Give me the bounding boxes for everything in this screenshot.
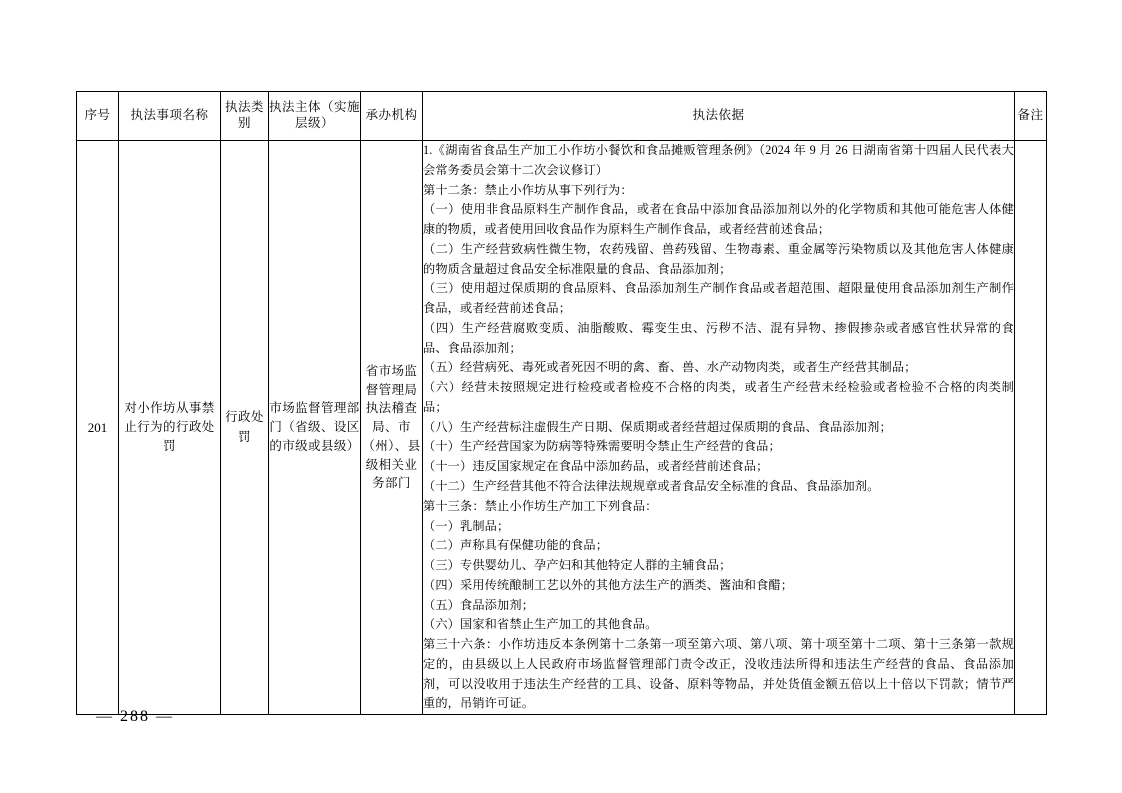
basis-line: （三）专供婴幼儿、孕产妇和其他特定人群的主辅食品； xyxy=(423,558,732,573)
basis-line: （六）国家和省禁止生产加工的其他食品。 xyxy=(423,617,658,632)
column-header-basis xyxy=(423,92,1015,141)
cell-note xyxy=(1015,141,1047,715)
column-header-organ xyxy=(361,92,423,141)
basis-line: （五）经营病死、毒死或者死因不明的禽、畜、兽、水产动物肉类，或者生产经营其制品； xyxy=(423,360,917,375)
basis-line: （四）采用传统酿制工艺以外的其他方法生产的酒类、酱油和食醋； xyxy=(423,577,794,592)
cell-category: 行政处罚 xyxy=(221,141,269,715)
column-header-subject xyxy=(269,92,361,141)
basis-line: （十一）违反国家规定在食品中添加药品，或者经营前述食品； xyxy=(423,459,769,474)
table-header-row xyxy=(77,92,1047,141)
table-body xyxy=(77,141,1047,715)
page-number: — 288 — xyxy=(96,708,174,725)
basis-line: （二）生产经营致病性微生物，农药残留、兽药残留、生物毒素、重金属等污染物质以及其他危害人体健康的物质含量超过食品安全标准限量的食品、食品添加剂； xyxy=(423,241,1014,276)
basis-text-block xyxy=(423,141,1014,714)
column-header-note-label: 备注 xyxy=(1017,108,1044,123)
column-header-note xyxy=(1015,92,1047,141)
basis-line: 第三十六条：小作坊违反本条例第十二条第一项至第六项、第八项、第十项至第十二项、第十三条第一款规定的，由县级以上人民政府市场监督管理部门责令改正，没收违法所得和违法生产经营的食品、食品添加剂，可以没收用于违法生产经营的工具、设备、原料等物品，并处货值金额五倍以上十倍以下罚款；情节严重的，吊销许可证。 xyxy=(423,637,1014,711)
basis-line: 1.《湖南省食品生产加工小作坊小餐饮和食品摊贩管理条例》（2024 年 9 月 26 日湖南省第十四届人民代表大会常务委员会第十二次会议修订） xyxy=(423,143,1014,177)
basis-line: （八）生产经营标注虚假生产日期、保质期或者经营超过保质期的食品、食品添加剂； xyxy=(423,419,892,434)
basis-line: （一）使用非食品原料生产制作食品，或者在食品中添加食品添加剂以外的化学物质和其他可能危害人体健康的物质，或者使用回收食品作为原料生产制作食品，或者经营前述食品； xyxy=(423,202,1014,237)
cell-organ: 省市场监督管理局执法稽查局、市（州）、县级相关业务部门 xyxy=(361,141,423,715)
cell-basis xyxy=(423,141,1015,715)
column-header-seq xyxy=(77,92,119,141)
column-header-subject-label: 执法主体（实施层级） xyxy=(269,100,361,130)
column-header-item-name xyxy=(119,92,221,141)
cell-subject: 市场监督管理部门（省级、设区的市级或县级） xyxy=(269,141,361,715)
column-header-category-label: 执法类别 xyxy=(224,100,264,130)
basis-line: （十）生产经营国家为防病等特殊需要明令禁止生产经营的食品； xyxy=(423,439,781,454)
basis-line: （一）乳制品； xyxy=(423,518,510,533)
basis-line: （四）生产经营腐败变质、油脂酸败、霉变生虫、污秽不洁、混有异物、掺假掺杂或者感官性状异常的食品、食品添加剂； xyxy=(423,320,1014,355)
basis-line: （十二）生产经营其他不符合法律法规规章或者食品安全标准的食品、食品添加剂。 xyxy=(423,479,880,494)
basis-line: （三）使用超过保质期的食品原料、食品添加剂生产制作食品或者超范围、超限量使用食品添加剂生产制作食品，或者经营前述食品； xyxy=(423,281,1014,316)
basis-line: （二）声称具有保健功能的食品； xyxy=(423,538,609,553)
column-header-organ-label: 承办机构 xyxy=(365,108,418,123)
enforcement-matters-table xyxy=(76,91,1047,715)
column-header-seq-label: 序号 xyxy=(84,108,111,123)
table-header xyxy=(77,92,1047,141)
basis-line: （六）经营未按照规定进行检疫或者检疫不合格的肉类，或者生产经营未经检验或者检验不合格的肉类制品； xyxy=(423,380,1014,414)
basis-line: 第十三条：禁止小作坊生产加工下列食品： xyxy=(423,498,658,513)
cell-item-name: 对小作坊从事禁止行为的行政处罚 xyxy=(119,141,221,715)
basis-line: （五）食品添加剂； xyxy=(423,597,535,612)
column-header-category xyxy=(221,92,269,141)
cell-seq: 201 xyxy=(77,141,119,715)
column-header-item-name-label: 执法事项名称 xyxy=(130,108,209,123)
table-row xyxy=(77,141,1047,715)
basis-line: 第十二条：禁止小作坊从事下列行为： xyxy=(423,182,633,197)
column-header-basis-label: 执法依据 xyxy=(692,108,745,123)
